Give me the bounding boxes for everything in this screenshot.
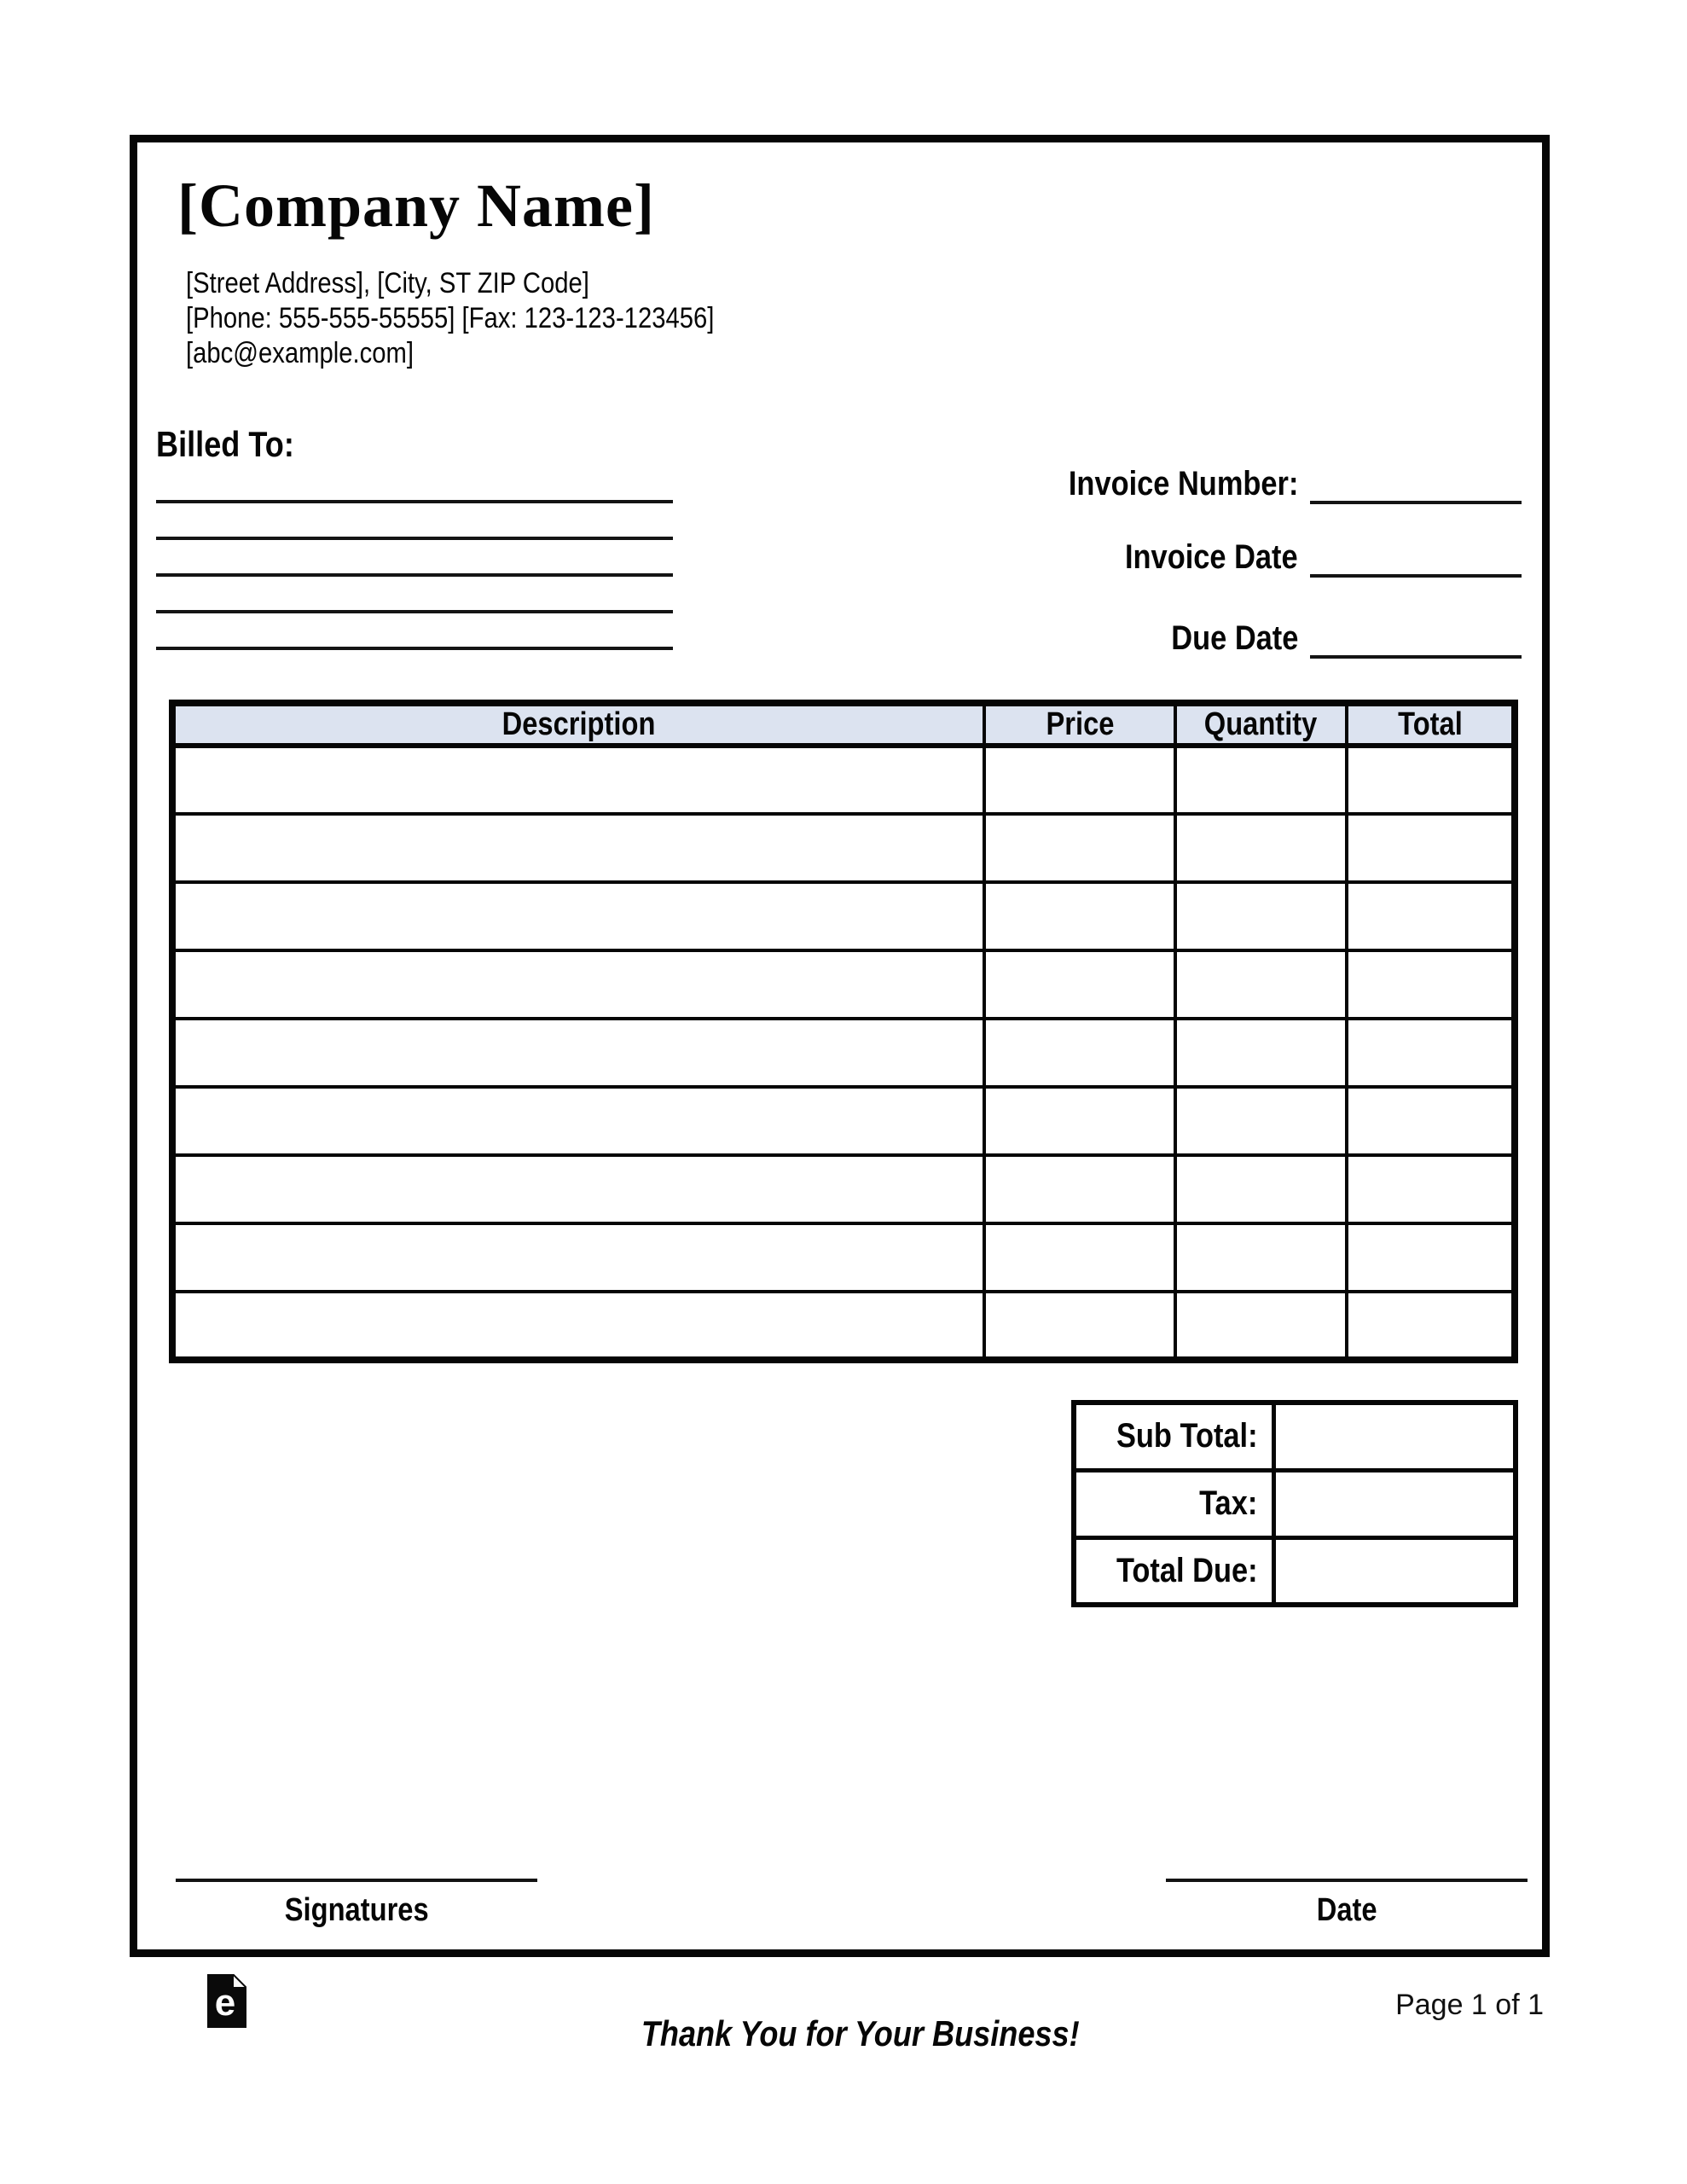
logo-letter: e: [214, 1982, 236, 2024]
subtotal-label: Sub Total:: [1074, 1403, 1273, 1470]
item-description-cell[interactable]: [172, 1087, 984, 1155]
item-quantity-cell[interactable]: [1175, 1087, 1347, 1155]
item-quantity-cell[interactable]: [1175, 1019, 1347, 1087]
item-price-cell[interactable]: [984, 1292, 1175, 1360]
item-total-cell[interactable]: [1347, 1155, 1515, 1223]
item-price-cell[interactable]: [984, 1155, 1175, 1223]
item-total-cell[interactable]: [1347, 746, 1515, 814]
item-price-cell[interactable]: [984, 950, 1175, 1019]
item-total-cell[interactable]: [1347, 950, 1515, 1019]
total-due-value-cell[interactable]: [1273, 1537, 1516, 1605]
quantity-column-header: Quantity: [1175, 703, 1347, 746]
item-row: [172, 882, 1515, 950]
item-price-cell[interactable]: [984, 814, 1175, 882]
tax-value-cell[interactable]: [1273, 1470, 1516, 1537]
item-row: [172, 1087, 1515, 1155]
subtotal-row: [1074, 1403, 1516, 1470]
item-total-cell[interactable]: [1347, 1087, 1515, 1155]
billed-to-fill-line[interactable]: [156, 467, 673, 503]
price-column-header: Price: [984, 703, 1175, 746]
total-due-label: Total Due:: [1074, 1537, 1273, 1605]
item-description-cell[interactable]: [172, 1155, 984, 1223]
item-quantity-cell[interactable]: [1175, 814, 1347, 882]
total-due-row: [1074, 1537, 1516, 1605]
item-description-cell[interactable]: [172, 814, 984, 882]
total-column-header: Total: [1347, 703, 1515, 746]
item-total-cell[interactable]: [1347, 1223, 1515, 1292]
item-price-cell[interactable]: [984, 1019, 1175, 1087]
description-column-header: Description: [172, 703, 984, 746]
billed-to-lines: [156, 467, 673, 650]
item-description-cell[interactable]: [172, 1019, 984, 1087]
tax-label: Tax:: [1074, 1470, 1273, 1537]
item-description-cell[interactable]: [172, 1292, 984, 1360]
item-row: [172, 1223, 1515, 1292]
totals-table: [1071, 1400, 1518, 1607]
item-price-cell[interactable]: [984, 882, 1175, 950]
item-total-cell[interactable]: [1347, 1292, 1515, 1360]
company-phone-fax: [Phone: 555-555-55555] [Fax: 123-123-123456]: [186, 302, 715, 334]
invoice-date-row: [1097, 537, 1522, 578]
item-description-cell[interactable]: [172, 746, 984, 814]
invoice-date-label: Invoice Date: [1125, 538, 1298, 576]
item-total-cell[interactable]: [1347, 814, 1515, 882]
due-date-fill-line[interactable]: [1310, 618, 1522, 659]
item-row: [172, 950, 1515, 1019]
item-total-cell[interactable]: [1347, 1019, 1515, 1087]
item-quantity-cell[interactable]: [1175, 1292, 1347, 1360]
signatures-fill-line[interactable]: [176, 1879, 537, 1882]
billed-to-fill-line[interactable]: [156, 577, 673, 613]
items-table-body: [172, 746, 1515, 1360]
item-description-cell[interactable]: [172, 1223, 984, 1292]
item-quantity-cell[interactable]: [1175, 882, 1347, 950]
signatures-label: Signatures: [284, 1892, 429, 1928]
invoice-number-fill-line[interactable]: [1310, 463, 1522, 504]
date-label: Date: [1316, 1892, 1377, 1928]
invoice-number-label: Invoice Number:: [1068, 465, 1298, 502]
eforms-logo-icon: [207, 1974, 246, 2028]
billed-to-fill-line[interactable]: [156, 613, 673, 650]
item-quantity-cell[interactable]: [1175, 746, 1347, 814]
item-row: [172, 814, 1515, 882]
item-description-cell[interactable]: [172, 950, 984, 1019]
item-row: [172, 1292, 1515, 1360]
billed-to-label: Billed To:: [156, 424, 294, 464]
item-price-cell[interactable]: [984, 1087, 1175, 1155]
invoice-number-row: [1031, 463, 1522, 504]
items-header-row: [172, 703, 1515, 746]
invoice-date-fill-line[interactable]: [1310, 537, 1522, 578]
billed-to-fill-line[interactable]: [156, 503, 673, 540]
item-price-cell[interactable]: [984, 1223, 1175, 1292]
due-date-row: [1151, 618, 1522, 659]
item-description-cell[interactable]: [172, 882, 984, 950]
item-row: [172, 746, 1515, 814]
company-name: [Company Name]: [177, 171, 655, 240]
tax-row: [1074, 1470, 1516, 1537]
subtotal-value-cell[interactable]: [1273, 1403, 1516, 1470]
company-address-block: [186, 266, 800, 371]
page-indicator: Page 1 of 1: [1395, 1989, 1544, 2021]
item-quantity-cell[interactable]: [1175, 950, 1347, 1019]
due-date-label: Due Date: [1170, 619, 1298, 657]
date-fill-line[interactable]: [1166, 1879, 1528, 1882]
item-total-cell[interactable]: [1347, 882, 1515, 950]
company-street-address: [Street Address], [City, ST ZIP Code]: [186, 267, 589, 299]
item-row: [172, 1155, 1515, 1223]
billed-to-fill-line[interactable]: [156, 540, 673, 577]
item-quantity-cell[interactable]: [1175, 1223, 1347, 1292]
line-items-table: [169, 700, 1518, 1363]
company-email: [abc@example.com]: [186, 337, 414, 369]
item-price-cell[interactable]: [984, 746, 1175, 814]
item-row: [172, 1019, 1515, 1087]
item-quantity-cell[interactable]: [1175, 1155, 1347, 1223]
thank-you-message: Thank You for Your Business!: [641, 2013, 1080, 2053]
